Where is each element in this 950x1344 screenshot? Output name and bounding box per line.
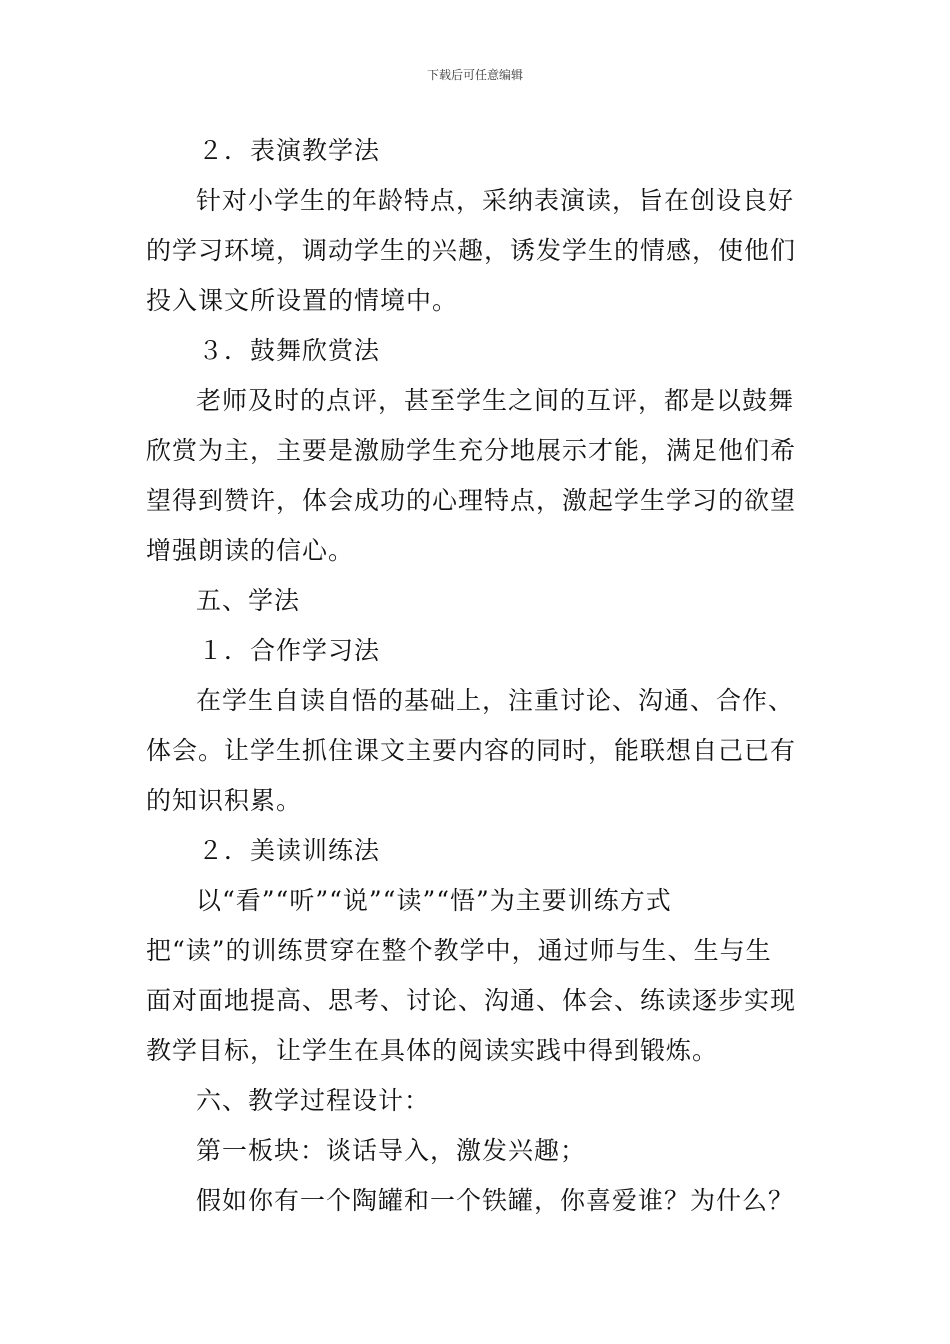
paragraph-line: 望得到赞许，体会成功的心理特点，激起学生学习的欲望 xyxy=(146,486,797,515)
paragraph-line: 面对面地提高、思考、讨论、沟通、体会、练读逐步实现 xyxy=(146,986,797,1015)
document-body xyxy=(146,126,810,1226)
paragraph-line: 投入课文所设置的情境中。 xyxy=(146,286,459,315)
paragraph-line: 欣赏为主，主要是激励学生充分地展示才能，满足他们希 xyxy=(146,436,797,465)
paragraph-line: 增强朗读的信心。 xyxy=(146,536,355,565)
paragraph-line: 针对小学生的年龄特点，采纳表演读，旨在创设良好 xyxy=(196,186,795,215)
paragraph-line: 以“看”“听”“说”“读”“悟”为主要训练方式 xyxy=(196,886,672,915)
paragraph-line: 在学生自读自悟的基础上，注重讨论、沟通、合作、 xyxy=(196,686,795,715)
paragraph-line: 把“读”的训练贯穿在整个教学中，通过师与生、生与生 xyxy=(146,936,772,965)
paragraph-line: 体会。让学生抓住课文主要内容的同时，能联想自己已有 xyxy=(146,736,797,765)
subsection-heading-first-block: 第一板块：谈话导入，激发兴趣； xyxy=(196,1136,587,1165)
heading-performance-method: ２．表演教学法 xyxy=(198,136,381,165)
paragraph-line: 老师及时的点评，甚至学生之间的互评，都是以鼓舞 xyxy=(196,386,795,415)
paragraph-line: 假如你有一个陶罐和一个铁罐，你喜爱谁？为什么？ xyxy=(196,1186,795,1215)
paragraph-line: 的知识积累。 xyxy=(146,786,303,815)
section-heading-learning-methods: 五、学法 xyxy=(196,586,301,615)
paragraph-line: 教学目标，让学生在具体的阅读实践中得到锻炼。 xyxy=(146,1036,719,1065)
heading-cooperative-learning: １．合作学习法 xyxy=(198,636,381,665)
section-heading-teaching-process: 六、教学过程设计： xyxy=(196,1086,431,1115)
heading-encouragement-method: ３．鼓舞欣赏法 xyxy=(198,336,381,365)
heading-reading-training: ２．美读训练法 xyxy=(198,836,381,865)
paragraph-line: 的学习环境，调动学生的兴趣，诱发学生的情感，使他们 xyxy=(146,236,797,265)
page-header-note: 下载后可任意编辑 xyxy=(426,68,523,82)
